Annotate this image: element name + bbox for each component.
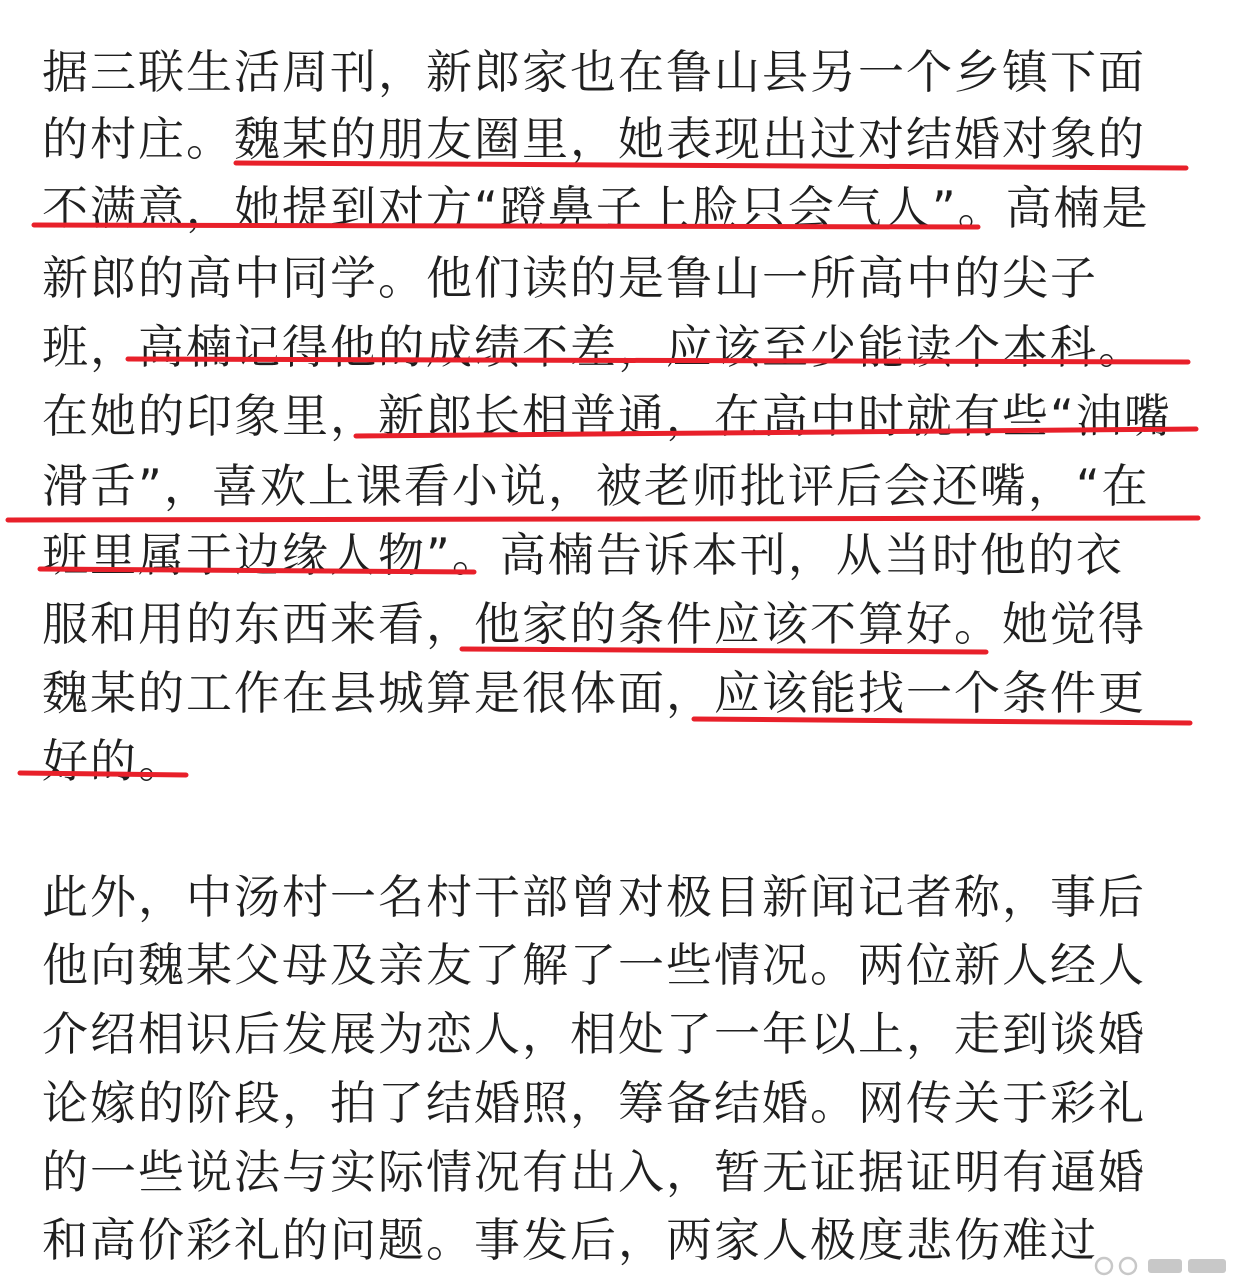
text-line: 好的。 (42, 734, 186, 788)
watermark-logo-icon (1092, 1253, 1232, 1279)
text-line: 班里属于边缘人物”。高楠告诉本刊，从当时他的衣 (42, 528, 1124, 582)
text-line: 在她的印象里，新郎长相普通，在高中时就有些“油嘴 (42, 389, 1172, 443)
text-line: 的一些说法与实际情况有出入，暂无证据证明有逼婚 (42, 1145, 1146, 1199)
text-line: 介绍相识后发展为恋人，相处了一年以上，走到谈婚 (42, 1007, 1146, 1061)
text-line: 此外，中汤村一名村干部曾对极目新闻记者称，事后 (42, 870, 1146, 924)
text-line: 据三联生活周刊，新郎家也在鲁山县另一个乡镇下面 (42, 45, 1146, 99)
text-line: 论嫁的阶段，拍了结婚照，筹备结婚。网传关于彩礼 (42, 1076, 1146, 1130)
text-line: 不满意，她提到对方“蹬鼻子上脸只会气人”。高楠是 (42, 181, 1150, 235)
text-line: 滑舌”，喜欢上课看小说，被老师批评后会还嘴，“在 (42, 459, 1150, 513)
text-line: 的村庄。魏某的朋友圈里，她表现出过对结婚对象的 (42, 112, 1146, 166)
text-line: 新郎的高中同学。他们读的是鲁山一所高中的尖子 (42, 251, 1098, 305)
text-line: 他向魏某父母及亲友了解了一些情况。两位新人经人 (42, 938, 1146, 992)
text-line: 服和用的东西来看，他家的条件应该不算好。她觉得 (42, 597, 1146, 651)
text-line: 班，高楠记得他的成绩不差，应该至少能读个本科。 (42, 320, 1146, 374)
text-line: 魏某的工作在县城算是很体面，应该能找一个条件更 (42, 666, 1146, 720)
text-line: 和高价彩礼的问题。事发后，两家人极度悲伤难过 (42, 1213, 1098, 1267)
